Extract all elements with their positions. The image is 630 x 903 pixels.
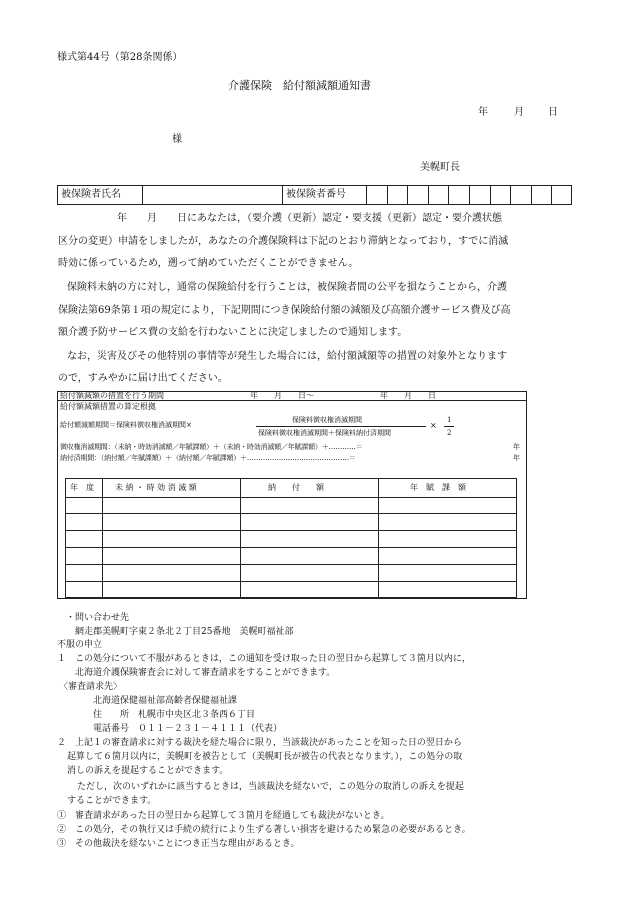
number-cell-divider — [428, 185, 429, 205]
appeal-office-name: 北海道保健福祉部高齢者保健福祉課 — [93, 696, 238, 706]
issuer: 美幌町長 — [420, 162, 460, 173]
formula-numerator: 保険料徴収権消滅期間 — [292, 416, 362, 424]
body-line: なお，災害及びその他特別の事情等が発生した場合には，給付額減額等の措置の対象外となります — [67, 351, 507, 362]
formula-times: × — [430, 421, 437, 430]
appeal-item: することができます。 — [67, 796, 157, 806]
appeal-condition: ② この処分，その執行又は手続の続行により生ずる著しい損害を避けるため緊急の必要があるとき。 — [57, 825, 471, 835]
number-cell-divider — [490, 185, 491, 205]
table-header-year: 年 度 — [70, 483, 94, 492]
appeal-heading: 不服の申立 — [57, 640, 103, 650]
appeal-item: １ この処分について不服があるときは，この通知を受け取った日の翌日から起算して３箇月以内に， — [57, 654, 471, 664]
insured-number-label: 被保険者番号 — [286, 189, 346, 200]
number-cell-divider — [407, 185, 408, 205]
half-denominator: 2 — [447, 429, 452, 437]
arrears-table — [65, 478, 517, 598]
form-number: 様式第44号（第28条関係） — [57, 52, 183, 63]
appeal-office-phone: 電話番号 ０１１－２３１－４１１１（代表） — [93, 724, 283, 734]
document-title: 介護保険 給付額減額通知書 — [228, 79, 371, 92]
period-from: 年 月 日～ — [250, 391, 314, 400]
appeal-item: ただし，次のいずれかに該当するときは，当該裁決を経ないで，この処分の取消しの訴えを提起 — [77, 782, 464, 792]
appeal-item: 起算して６箇月以内に，美幌町を被告として（美幌町長が被告の代表となります。），この処分の取 — [67, 752, 463, 762]
appeal-office-address: 住 所 札幌市中央区北３条西６丁目 — [93, 710, 256, 720]
contact-address: 網走郡美幌町字東２条北２丁目25番地 美幌町福祉部 — [75, 627, 294, 637]
body-line: 年 月 日にあなたは，（要介護（更新）認定・要支援（更新）認定・要介護状態 — [117, 213, 502, 224]
table-header-annual: 年 賦 課 額 — [410, 483, 466, 492]
basis-label: 給付額減額措置の算定根拠 — [60, 402, 156, 411]
appeal-item: ２ 上記１の審査請求に対する裁決を経た場合に限り，当該裁決があったことを知った日の翌日から — [57, 738, 462, 748]
table-header-paid: 納 付 額 — [268, 483, 324, 492]
body-line: 額介護予防サービス費の支給を行わないことに決定しましたので通知します。 — [58, 327, 408, 338]
date-year: 年 — [478, 107, 488, 118]
contact-label: ・問い合わせ先 — [66, 613, 130, 623]
extinct-year-unit: 年 — [513, 443, 520, 451]
body-line: 時効に係っているため，遡って納めていただくことができません。 — [58, 258, 359, 269]
appeal-condition: ③ その他裁決を経ないことにつき正当な理由があるとき。 — [57, 839, 300, 849]
body-line: 保険法第69条第１項の規定により，下記期間につき保険給付額の減額及び高額介護サービス費及び高 — [58, 305, 511, 316]
insured-name-label: 被保険者氏名 — [61, 189, 121, 200]
body-line: ので，すみやかに届け出てください。 — [58, 373, 228, 384]
addressee-suffix: 様 — [172, 134, 182, 145]
table-header-unpaid: 未 納 ・ 時 効 消 滅 額 — [115, 483, 197, 492]
number-cell-divider — [510, 185, 511, 205]
number-cell-divider — [448, 185, 449, 205]
body-line: 区分の変更）申請をしましたが，あなたの介護保険料は下記のとおり滞納となっており，すでに消滅 — [58, 236, 509, 247]
appeal-item: 北海道介護保険審査会に対して審査請求をすることができます。 — [75, 668, 336, 678]
date-day: 日 — [548, 107, 558, 118]
appeal-office-heading: 〈審査請求先〉 — [59, 682, 123, 692]
appeal-item: 消しの訴えを提起することができます。 — [67, 766, 229, 776]
period-to: 年 月 日 — [380, 391, 436, 400]
number-cell-divider — [531, 185, 532, 205]
extinct-period-line: 徴収権消滅期間：（未納・時効消滅額／年賦課額）＋（未納・時効消滅額／年賦課額）＋…………＝ — [60, 443, 363, 451]
half-numerator: 1 — [447, 416, 452, 424]
formula-denominator: 保険料徴収権消滅期間＋保険料納付済期間 — [258, 429, 391, 437]
date-month: 月 — [514, 107, 524, 118]
number-cell-divider — [387, 185, 388, 205]
period-label: 給付額減額の措置を行う期間 — [60, 391, 164, 400]
paid-period-line: 納付済期間：（納付額／年賦課額）＋（納付額／年賦課額）＋………………………………………＝ — [60, 454, 356, 462]
number-cell-divider — [469, 185, 470, 205]
appeal-condition: ① 審査請求があった日の翌日から起算して３箇月を経過しても裁決がないとき。 — [57, 811, 390, 821]
formula-left: 給付額減額期間＝保険料徴収権消滅期間× — [60, 421, 192, 429]
body-line: 保険料未納の方に対し，通常の保険給付を行うことは，被保険者間の公平を損なうことから，介護 — [67, 282, 507, 293]
number-cell-divider — [551, 185, 552, 205]
paid-year-unit: 年 — [513, 454, 520, 462]
